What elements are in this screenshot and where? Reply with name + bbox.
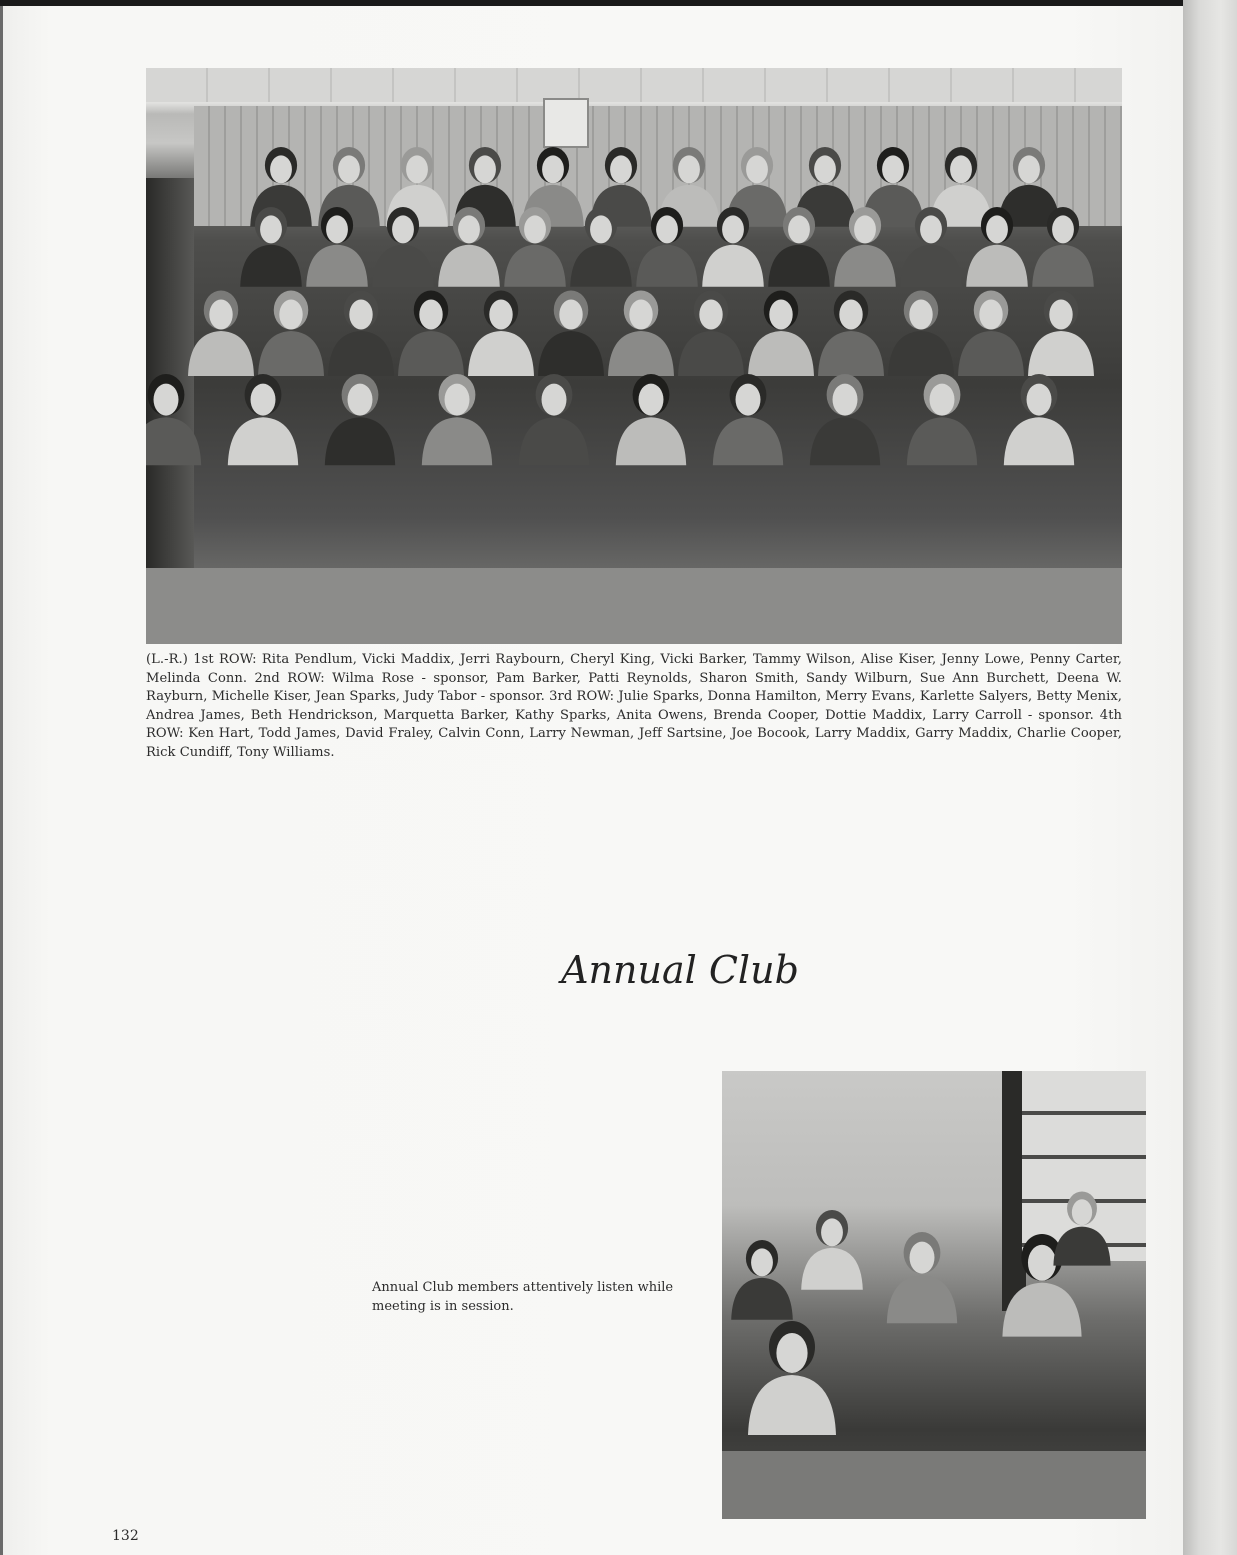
person-figure	[888, 291, 954, 377]
person-figure	[887, 1232, 957, 1323]
person-figure	[907, 374, 977, 465]
group-photo	[146, 68, 1122, 644]
person-figure	[608, 291, 674, 377]
person-figure	[519, 374, 589, 465]
person-figure	[958, 291, 1024, 377]
person-figure	[801, 1210, 863, 1290]
person-figure	[468, 291, 534, 377]
person-figure	[731, 1240, 793, 1320]
person-figure	[748, 1321, 836, 1435]
person-figure	[258, 291, 324, 377]
meeting-photo	[722, 1071, 1146, 1519]
section-title: Annual Club	[561, 948, 799, 992]
person-figure	[1004, 374, 1074, 465]
person-figure	[616, 374, 686, 465]
person-figure	[1028, 291, 1094, 377]
person-figure	[422, 374, 492, 465]
person-figure	[678, 291, 744, 377]
group-caption: (L.-R.) 1st ROW: Rita Pendlum, Vicki Maddix, Jerri Raybourn, Cheryl King, Vicki Barker, Tammy Wilson, Alise Kiser, Jenny Lowe, Penny Carter, Melinda Conn. 2nd ROW: Wilma Rose - sponsor, Pam Barker, Patti Reynolds, Sharon Smith, Sandy Wilburn, Sue Ann Burchett, Deena W. Rayburn, Michelle Kiser, Jean Sparks, Judy Tabor - sponsor. 3rd ROW: Julie Sparks, Donna Hamilton, Merry Evans, Karlette Salyers, Betty Menix, Andrea James, Beth Hendrickson, Marquetta Barker, Kathy Sparks, Anita Owens, Brenda Cooper, Dottie Maddix, Larry Carroll - sponsor. 4th ROW: Ken Hart, Todd James, David Fraley, Calvin Conn, Larry Newman, Jeff Sartsine, Joe Bocook, Larry Maddix, Garry Maddix, Charlie Cooper, Rick Cundiff, Tony Williams.	[146, 652, 1122, 760]
person-figure	[538, 291, 604, 377]
group-figures	[146, 68, 1122, 644]
facing-page-edge	[1183, 0, 1237, 1555]
person-figure	[328, 291, 394, 377]
person-figure	[228, 374, 298, 465]
person-figure	[398, 291, 464, 377]
person-figure	[818, 291, 884, 377]
person-figure	[810, 374, 880, 465]
person-figure	[748, 291, 814, 377]
meeting-caption: Annual Club members attentively listen while meeting is in session.	[372, 1280, 674, 1314]
page-number: 132	[112, 1528, 139, 1544]
person-figure	[188, 291, 254, 377]
meeting-figures	[722, 1071, 1146, 1519]
person-figure	[146, 374, 201, 465]
person-figure	[325, 374, 395, 465]
person-figure	[1053, 1192, 1110, 1266]
person-figure	[713, 374, 783, 465]
